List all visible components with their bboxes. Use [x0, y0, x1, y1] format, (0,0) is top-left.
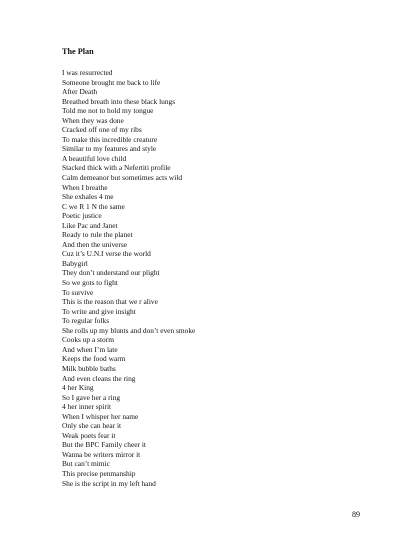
poem-line: And even cleans the ring — [62, 373, 136, 383]
poem-line: Keeps the food warm — [62, 354, 126, 364]
poem-line: I was resurrected — [62, 68, 113, 77]
poem-line: Only she can hear it — [62, 421, 122, 431]
poem-line: So I gave her a ring — [62, 392, 121, 402]
poem-line: To write and give insight — [62, 306, 136, 316]
poem-line: Poetic justice — [62, 211, 102, 221]
poem-line: So we gots to fight — [62, 278, 118, 288]
poem-line: This is the reason that we r alive — [62, 297, 158, 307]
poem-line: When I whisper her name — [62, 411, 139, 421]
poem-line: Stacked thick with a Nefertiti profile — [62, 163, 171, 173]
poem-line: Weak poets fear it — [62, 430, 116, 440]
poem-line: Someone brought me back to life — [62, 77, 161, 87]
poem-line: To make this incredible creature — [62, 134, 158, 144]
poem-line: 4 her inner spirit — [62, 402, 112, 412]
poem-line: Ready to rule the planet — [62, 230, 133, 240]
poem-line: She is the script in my left hand — [62, 478, 156, 488]
poem-line: But can’t mimic — [62, 459, 110, 469]
poem-line: Told me not to hold my tongue — [62, 106, 154, 116]
poem-body — [62, 68, 195, 488]
poem-line: After Death — [62, 87, 98, 97]
poem-line: Breathed breath into these black lungs — [62, 96, 176, 106]
poem-line: And when I’m late — [62, 344, 118, 354]
poem-line: But the BPC Family cheer it — [62, 440, 146, 450]
poem-line: 4 her King — [62, 383, 94, 393]
poem-line: Babygirl — [62, 258, 88, 268]
poem-line: Calm demeanor but sometimes acts wild — [62, 173, 183, 183]
poem-line: A beautiful love child — [62, 153, 127, 163]
poem-line: This precise penmanship — [62, 468, 136, 478]
poem-line: Cracked off one of my ribs — [62, 125, 142, 135]
poem-line: When I breathe — [62, 182, 108, 192]
poem-line: Like Pac and Janet — [62, 220, 118, 230]
page-number: 89 — [352, 510, 360, 519]
poem-line: To regular folks — [62, 316, 110, 326]
poem-line: To survive — [62, 287, 94, 297]
poem-line: Milk bubble baths — [62, 363, 116, 373]
poem-line: Cuz it’s U.N.I verse the world — [62, 249, 151, 259]
poem-line: When they was done — [62, 115, 124, 125]
poem-line: She exhales 4 me — [62, 192, 114, 202]
poem-line: And then the universe — [62, 239, 128, 249]
poem-title: The Plan — [62, 47, 94, 56]
poem-line: Wanna be writers mirror it — [62, 449, 141, 459]
poem-line: Similar to my features and style — [62, 144, 157, 154]
poem-line: They don’t understand our plight — [62, 268, 160, 278]
poem-line: She rolls up my blunts and don’t even smoke — [62, 325, 196, 335]
poem-line: C we R 1 N the same — [62, 201, 125, 211]
poem-line: Cooks up a storm — [62, 335, 114, 345]
